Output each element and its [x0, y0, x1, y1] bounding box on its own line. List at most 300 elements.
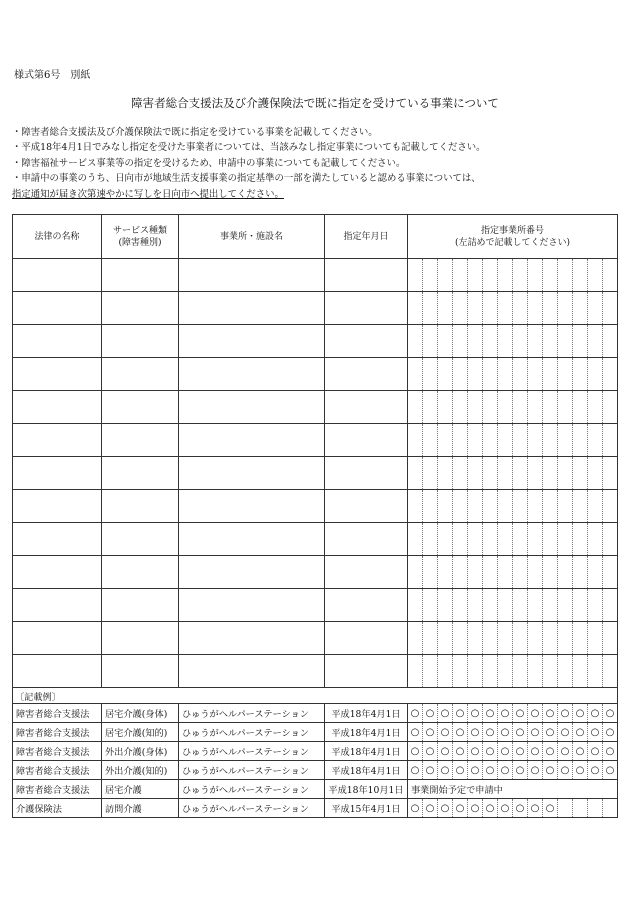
law-cell — [13, 358, 102, 391]
number-digit-cell: ○ — [543, 742, 558, 761]
number-digit-cell: ○ — [468, 723, 483, 742]
example-note: 事業開始予定で申請中 — [408, 780, 618, 799]
number-digit-cell: ○ — [423, 742, 438, 761]
number-digit-cell: ○ — [513, 723, 528, 742]
number-digit-cell — [603, 457, 618, 490]
number-digit-cell — [513, 622, 528, 655]
facility-cell — [179, 457, 325, 490]
number-digit-cell — [603, 490, 618, 523]
number-digit-cell — [453, 490, 468, 523]
entry-row — [13, 523, 618, 556]
number-digit-cell — [543, 490, 558, 523]
number-digit-cell — [483, 424, 498, 457]
service-cell — [102, 292, 179, 325]
number-digit-cell — [573, 391, 588, 424]
number-digit-cell — [543, 391, 558, 424]
date-cell — [325, 259, 408, 292]
number-digit-cell — [408, 358, 423, 391]
number-digit-cell: ○ — [468, 761, 483, 780]
number-digit-cell — [543, 457, 558, 490]
law-cell — [13, 292, 102, 325]
number-digit-cell: ○ — [438, 704, 453, 723]
facility-cell: ひゅうがヘルパーステーション — [179, 704, 325, 723]
number-digit-cell: ○ — [543, 761, 558, 780]
number-digit-cell — [603, 424, 618, 457]
number-digit-cell — [483, 589, 498, 622]
number-digit-cell — [498, 457, 513, 490]
number-digit-cell — [468, 259, 483, 292]
number-digit-cell — [528, 325, 543, 358]
number-digit-cell — [468, 655, 483, 688]
number-digit-cell: ○ — [483, 761, 498, 780]
number-digit-cell — [483, 358, 498, 391]
number-digit-cell — [528, 424, 543, 457]
law-cell — [13, 424, 102, 457]
number-digit-cell: ○ — [438, 742, 453, 761]
example-label: 〔記載例〕 — [13, 688, 408, 704]
facility-cell — [179, 556, 325, 589]
number-digit-cell — [498, 622, 513, 655]
entry-row — [13, 292, 618, 325]
number-digit-cell: ○ — [453, 761, 468, 780]
number-digit-cell — [453, 391, 468, 424]
number-digit-cell — [543, 622, 558, 655]
number-digit-cell — [438, 556, 453, 589]
number-digit-cell — [423, 259, 438, 292]
service-cell — [102, 556, 179, 589]
facility-cell: ひゅうがヘルパーステーション — [179, 799, 325, 818]
number-digit-cell — [423, 325, 438, 358]
number-digit-cell: ○ — [408, 799, 423, 818]
form-number: 様式第6号 別紙 — [14, 70, 91, 81]
number-digit-cell — [438, 391, 453, 424]
entry-row — [13, 325, 618, 358]
number-digit-cell — [423, 358, 438, 391]
number-digit-cell — [438, 490, 453, 523]
number-digit-cell — [543, 325, 558, 358]
number-digit-cell — [603, 622, 618, 655]
law-cell: 障害者総合支援法 — [13, 723, 102, 742]
number-digit-cell — [588, 655, 603, 688]
number-digit-cell — [513, 259, 528, 292]
number-digit-cell — [573, 424, 588, 457]
date-cell: 平成18年4月1日 — [325, 704, 408, 723]
number-digit-cell: ○ — [573, 723, 588, 742]
number-digit-cell — [558, 292, 573, 325]
number-digit-cell — [468, 325, 483, 358]
law-cell — [13, 655, 102, 688]
service-cell — [102, 259, 179, 292]
number-digit-cell: ○ — [528, 799, 543, 818]
entry-row — [13, 622, 618, 655]
instruction-line-underlined: 指定通知が届き次第速やかに写しを日向市へ提出してください。 — [12, 188, 284, 200]
number-digit-cell: ○ — [453, 742, 468, 761]
law-cell — [13, 457, 102, 490]
law-cell — [13, 622, 102, 655]
number-digit-cell — [603, 799, 618, 818]
number-digit-cell — [438, 292, 453, 325]
number-digit-cell: ○ — [453, 799, 468, 818]
date-cell — [325, 358, 408, 391]
document-title: 障害者総合支援法及び介護保険法で既に指定を受けている事業について — [131, 96, 499, 110]
service-cell — [102, 622, 179, 655]
example-row — [13, 780, 618, 799]
number-digit-cell — [483, 391, 498, 424]
number-digit-cell — [453, 457, 468, 490]
number-digit-cell: ○ — [483, 799, 498, 818]
service-cell — [102, 325, 179, 358]
number-digit-cell — [573, 622, 588, 655]
entry-row — [13, 424, 618, 457]
number-digit-cell: ○ — [528, 723, 543, 742]
service-cell — [102, 523, 179, 556]
number-digit-cell — [468, 457, 483, 490]
number-digit-cell — [423, 556, 438, 589]
number-digit-cell — [558, 655, 573, 688]
number-digit-cell — [408, 325, 423, 358]
service-cell: 訪問介護 — [102, 799, 179, 818]
number-digit-cell — [528, 523, 543, 556]
entry-row — [13, 589, 618, 622]
number-digit-cell: ○ — [498, 723, 513, 742]
number-digit-cell — [603, 556, 618, 589]
number-digit-cell: ○ — [453, 704, 468, 723]
number-digit-cell — [528, 391, 543, 424]
number-digit-cell — [453, 556, 468, 589]
number-digit-cell — [588, 325, 603, 358]
number-digit-cell — [483, 457, 498, 490]
number-digit-cell — [453, 523, 468, 556]
number-digit-cell: ○ — [513, 799, 528, 818]
facility-cell — [179, 325, 325, 358]
instruction-line: ・申請中の事業のうち、日向市が地域生活支援事業の指定基準の一部を満たしていると認める事業については、 — [12, 173, 481, 185]
number-digit-cell — [423, 424, 438, 457]
number-digit-cell — [513, 523, 528, 556]
number-digit-cell — [558, 325, 573, 358]
number-digit-cell — [513, 292, 528, 325]
number-digit-cell — [573, 655, 588, 688]
number-digit-cell — [468, 622, 483, 655]
number-digit-cell: ○ — [513, 761, 528, 780]
number-digit-cell — [588, 523, 603, 556]
designated-business-table — [12, 214, 618, 818]
number-digit-cell — [498, 259, 513, 292]
date-cell — [325, 457, 408, 490]
number-digit-cell — [588, 358, 603, 391]
number-digit-cell: ○ — [513, 704, 528, 723]
number-digit-cell — [573, 799, 588, 818]
number-digit-cell: ○ — [588, 742, 603, 761]
date-cell — [325, 556, 408, 589]
date-cell: 平成18年10月1日 — [325, 780, 408, 799]
facility-cell — [179, 589, 325, 622]
number-digit-cell — [498, 358, 513, 391]
date-cell — [325, 424, 408, 457]
header-business-number: 指定事業所番号 (左詰めで記載してください) — [408, 215, 618, 259]
number-digit-cell — [468, 556, 483, 589]
number-digit-cell: ○ — [408, 742, 423, 761]
number-digit-cell — [573, 292, 588, 325]
number-digit-cell — [513, 589, 528, 622]
number-digit-cell — [588, 457, 603, 490]
number-digit-cell — [453, 358, 468, 391]
number-digit-cell — [558, 358, 573, 391]
number-digit-cell — [438, 259, 453, 292]
number-digit-cell: ○ — [543, 704, 558, 723]
number-digit-cell — [558, 259, 573, 292]
number-digit-cell: ○ — [588, 723, 603, 742]
service-cell: 居宅介護 — [102, 780, 179, 799]
number-digit-cell — [513, 391, 528, 424]
number-digit-cell — [603, 655, 618, 688]
number-digit-cell — [513, 424, 528, 457]
law-cell — [13, 325, 102, 358]
instruction-line: ・平成18年4月1日でみなし指定を受けた事業者については、当該みなし指定事業についても記載してください。 — [12, 142, 486, 154]
number-digit-cell — [423, 655, 438, 688]
number-digit-cell: ○ — [558, 723, 573, 742]
service-cell — [102, 391, 179, 424]
number-digit-cell — [528, 556, 543, 589]
number-digit-cell — [468, 391, 483, 424]
number-digit-cell: ○ — [498, 742, 513, 761]
number-digit-cell — [423, 490, 438, 523]
number-digit-cell — [438, 655, 453, 688]
number-digit-cell — [423, 589, 438, 622]
number-digit-cell: ○ — [423, 723, 438, 742]
number-digit-cell — [453, 424, 468, 457]
number-digit-cell: ○ — [543, 723, 558, 742]
number-digit-cell — [573, 259, 588, 292]
number-digit-cell — [543, 424, 558, 457]
number-digit-cell — [513, 457, 528, 490]
number-digit-cell — [483, 655, 498, 688]
number-digit-cell — [513, 325, 528, 358]
number-digit-cell: ○ — [558, 761, 573, 780]
number-digit-cell — [528, 655, 543, 688]
service-cell — [102, 490, 179, 523]
number-digit-cell: ○ — [573, 761, 588, 780]
number-digit-cell: ○ — [573, 704, 588, 723]
number-digit-cell — [438, 457, 453, 490]
number-digit-cell — [513, 556, 528, 589]
law-cell: 障害者総合支援法 — [13, 761, 102, 780]
number-digit-cell: ○ — [483, 704, 498, 723]
instruction-line: ・障害者総合支援法及び介護保険法で既に指定を受けている事業を記載してください。 — [12, 127, 378, 138]
number-digit-cell — [483, 556, 498, 589]
number-digit-cell — [408, 457, 423, 490]
law-cell: 介護保険法 — [13, 799, 102, 818]
law-cell — [13, 523, 102, 556]
number-digit-cell — [423, 391, 438, 424]
law-cell: 障害者総合支援法 — [13, 704, 102, 723]
number-digit-cell — [483, 523, 498, 556]
number-digit-cell: ○ — [558, 742, 573, 761]
number-digit-cell — [558, 589, 573, 622]
number-digit-cell — [498, 655, 513, 688]
number-digit-cell: ○ — [498, 761, 513, 780]
number-digit-cell — [468, 490, 483, 523]
number-digit-cell — [408, 523, 423, 556]
header-facility-name: 事業所・施設名 — [179, 215, 325, 259]
number-digit-cell — [498, 325, 513, 358]
facility-cell: ひゅうがヘルパーステーション — [179, 761, 325, 780]
number-digit-cell — [543, 523, 558, 556]
number-digit-cell: ○ — [483, 723, 498, 742]
number-digit-cell — [573, 523, 588, 556]
number-digit-cell — [528, 292, 543, 325]
number-digit-cell — [438, 622, 453, 655]
number-digit-cell: ○ — [543, 799, 558, 818]
number-digit-cell — [603, 589, 618, 622]
date-cell — [325, 655, 408, 688]
number-digit-cell — [588, 622, 603, 655]
number-digit-cell: ○ — [528, 742, 543, 761]
number-digit-cell: ○ — [408, 761, 423, 780]
number-digit-cell: ○ — [573, 742, 588, 761]
number-digit-cell — [528, 490, 543, 523]
number-digit-cell — [468, 292, 483, 325]
number-digit-cell — [498, 589, 513, 622]
number-digit-cell — [438, 325, 453, 358]
date-cell — [325, 622, 408, 655]
number-digit-cell — [513, 490, 528, 523]
number-digit-cell: ○ — [528, 704, 543, 723]
number-digit-cell — [558, 556, 573, 589]
law-cell: 障害者総合支援法 — [13, 780, 102, 799]
number-digit-cell — [588, 292, 603, 325]
example-row — [13, 742, 618, 761]
number-digit-cell — [573, 556, 588, 589]
facility-cell — [179, 358, 325, 391]
date-cell: 平成18年4月1日 — [325, 723, 408, 742]
number-digit-cell: ○ — [453, 723, 468, 742]
facility-cell: ひゅうがヘルパーステーション — [179, 723, 325, 742]
number-digit-cell: ○ — [498, 704, 513, 723]
number-digit-cell — [423, 292, 438, 325]
number-digit-cell — [558, 490, 573, 523]
number-digit-cell — [543, 292, 558, 325]
date-cell — [325, 325, 408, 358]
number-digit-cell: ○ — [423, 799, 438, 818]
date-cell — [325, 589, 408, 622]
number-digit-cell — [423, 523, 438, 556]
number-digit-cell — [483, 490, 498, 523]
number-digit-cell — [498, 490, 513, 523]
number-digit-cell: ○ — [588, 761, 603, 780]
example-label-spacer — [408, 688, 618, 704]
number-digit-cell — [483, 325, 498, 358]
date-cell: 平成18年4月1日 — [325, 761, 408, 780]
entry-row — [13, 655, 618, 688]
facility-cell: ひゅうがヘルパーステーション — [179, 742, 325, 761]
number-digit-cell — [573, 457, 588, 490]
number-digit-cell — [603, 391, 618, 424]
service-cell: 外出介護(知的) — [102, 761, 179, 780]
instruction-line: ・障害福祉サービス事業等の指定を受けるため、申請中の事業についても記載してください。 — [12, 157, 406, 169]
number-digit-cell — [603, 259, 618, 292]
facility-cell — [179, 391, 325, 424]
number-digit-cell — [408, 655, 423, 688]
number-digit-cell — [588, 799, 603, 818]
facility-cell: ひゅうがヘルパーステーション — [179, 780, 325, 799]
number-digit-cell — [558, 391, 573, 424]
number-digit-cell — [588, 556, 603, 589]
number-digit-cell — [498, 424, 513, 457]
number-digit-cell: ○ — [423, 761, 438, 780]
entry-row — [13, 259, 618, 292]
number-digit-cell — [408, 259, 423, 292]
date-cell — [325, 490, 408, 523]
number-digit-cell — [408, 424, 423, 457]
number-digit-cell — [558, 622, 573, 655]
entry-row — [13, 358, 618, 391]
entry-row — [13, 490, 618, 523]
number-digit-cell: ○ — [603, 704, 618, 723]
number-digit-cell: ○ — [438, 723, 453, 742]
service-cell: 外出介護(身体) — [102, 742, 179, 761]
header-service-type: サービス種類 (障害種別) — [102, 215, 179, 259]
number-digit-cell — [468, 424, 483, 457]
facility-cell — [179, 523, 325, 556]
facility-cell — [179, 424, 325, 457]
date-cell: 平成18年4月1日 — [325, 742, 408, 761]
date-cell — [325, 292, 408, 325]
number-digit-cell — [603, 358, 618, 391]
number-digit-cell — [423, 457, 438, 490]
number-digit-cell: ○ — [468, 799, 483, 818]
number-digit-cell — [453, 589, 468, 622]
date-cell — [325, 391, 408, 424]
number-digit-cell — [603, 292, 618, 325]
number-digit-cell — [588, 391, 603, 424]
number-digit-cell — [543, 358, 558, 391]
date-cell: 平成15年4月1日 — [325, 799, 408, 818]
number-digit-cell — [498, 292, 513, 325]
number-digit-cell: ○ — [408, 704, 423, 723]
law-cell — [13, 589, 102, 622]
entry-row — [13, 391, 618, 424]
number-digit-cell: ○ — [408, 723, 423, 742]
service-cell — [102, 457, 179, 490]
number-digit-cell — [498, 523, 513, 556]
number-digit-cell — [423, 622, 438, 655]
number-digit-cell: ○ — [603, 723, 618, 742]
facility-cell — [179, 490, 325, 523]
number-digit-cell — [558, 457, 573, 490]
law-cell — [13, 259, 102, 292]
service-cell — [102, 589, 179, 622]
number-digit-cell — [468, 589, 483, 622]
number-digit-cell — [528, 622, 543, 655]
number-digit-cell — [408, 556, 423, 589]
number-digit-cell: ○ — [528, 761, 543, 780]
number-digit-cell: ○ — [468, 742, 483, 761]
number-digit-cell — [573, 490, 588, 523]
number-digit-cell: ○ — [603, 742, 618, 761]
service-cell — [102, 358, 179, 391]
number-digit-cell — [573, 589, 588, 622]
number-digit-cell: ○ — [438, 761, 453, 780]
number-digit-cell — [468, 523, 483, 556]
number-digit-cell — [453, 292, 468, 325]
number-digit-cell — [543, 589, 558, 622]
number-digit-cell: ○ — [513, 742, 528, 761]
number-digit-cell — [588, 589, 603, 622]
number-digit-cell — [528, 589, 543, 622]
example-row — [13, 761, 618, 780]
number-digit-cell — [498, 391, 513, 424]
number-digit-cell — [543, 655, 558, 688]
